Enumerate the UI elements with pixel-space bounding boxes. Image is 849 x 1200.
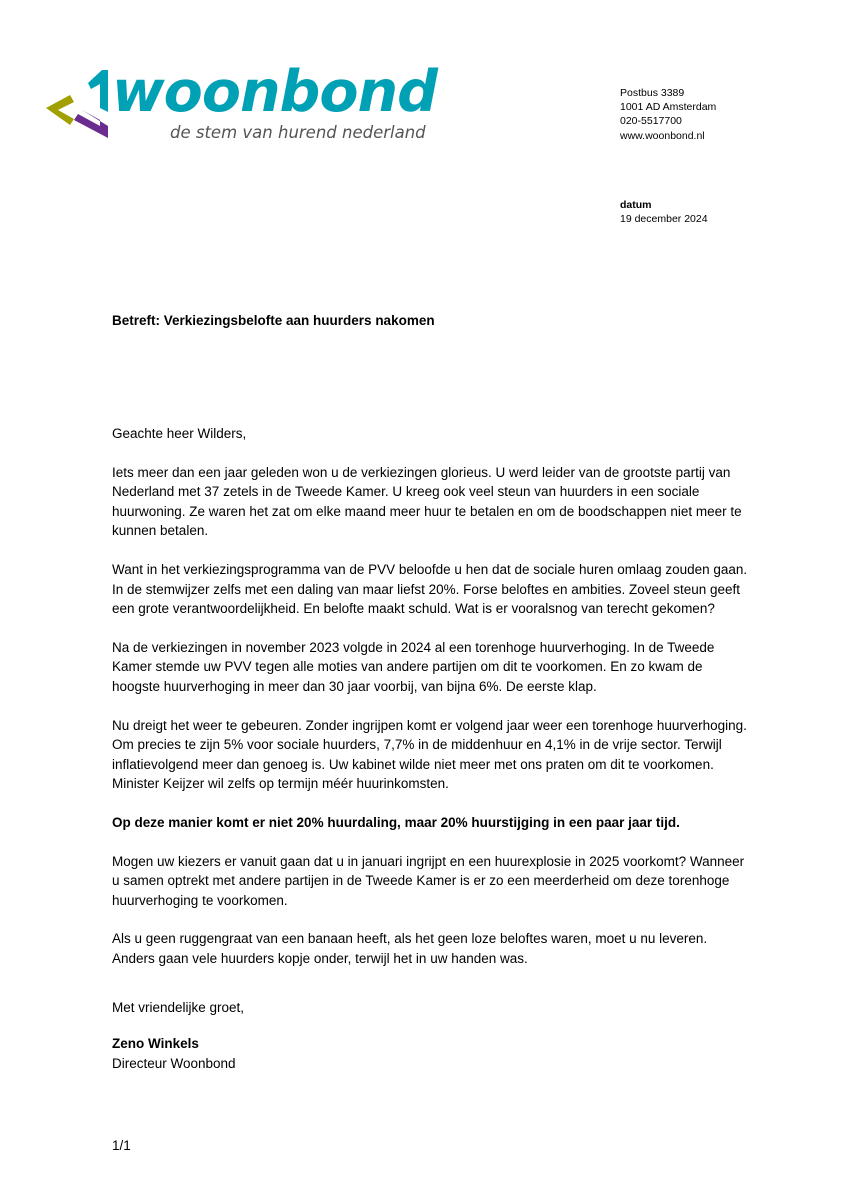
woonbond-logo — [44, 59, 437, 146]
paragraph-3: Na de verkiezingen in november 2023 volgde in 2024 al een torenhoge huurverhoging. In de Tweede Kamer stemde uw PVV tegen alle moties van andere partijen om dit te voorkomen. En zo kwam de hoogste huurverhoging in meer dan 30 jaar voorbij, van bijna 6%. De eerste klap. — [112, 639, 715, 694]
salutation: Geachte heer Wilders, — [112, 426, 247, 441]
letter-subject: Betreft: Verkiezingsbelofte aan huurders nakomen — [112, 313, 435, 328]
address-pobox: Postbus 3389 — [620, 87, 685, 99]
signatory-name: Zeno Winkels — [112, 1036, 199, 1052]
paragraph-6: Mogen uw kiezers er vanuit gaan dat u in januari ingrijpt en een huurexplosie in 2025 voorkomt? Wanneer u samen optrekt met andere partijen in de Tweede Kamer is er zo een meerderheid om deze torenhoge huurverhoging te voorkomen. — [112, 853, 745, 908]
paragraph-1: Iets meer dan een jaar geleden won u de verkiezingen glorieus. U werd leider van de grootste partij van Nederland met 37 zetels in de Tweede Kamer. U kreeg ook veel steun van huurders in een sociale huurwoning. Ze waren het zat om elke maand meer huur te betalen en om de boodschappen niet meer te kunnen betalen. — [112, 464, 742, 539]
address-phone: 020-5517700 — [620, 115, 682, 128]
address-website: www.woonbond.nl — [620, 129, 705, 142]
letter-body — [112, 424, 752, 1073]
date-block — [620, 198, 708, 226]
brand-name: woonbond — [112, 59, 437, 125]
paragraph-7: Als u geen ruggengraat van een banaan heeft, als het geen loze beloftes waren, moet u nu leveren. Anders gaan vele huurders kopje onder, terwijl het in uw handen was. — [112, 931, 708, 966]
closing: Met vriendelijke groet, — [112, 1000, 245, 1016]
paragraph-4: Nu dreigt het weer te gebeuren. Zonder ingrijpen komt er volgend jaar weer een torenhoge huurverhoging. Om precies te zijn 5% voor sociale huurders, 7,7% in de middenhuur en 4,1% in de vrije sector. Terwijl inflatievolgend meer dan genoeg is. Uw kabinet wilde niet meer met ons praten om dit te voorkomen. Minister Keijzer wil zelfs op termijn méér huurinkomsten. — [112, 717, 747, 792]
paragraph-2: Want in het verkiezingsprogramma van de PVV beloofde u hen dat de sociale huren omlaag zouden gaan. In de stemwijzer zelfs met een daling van maar liefst 20%. Forse beloftes en ambities. Zoveel steun geeft een grote verantwoordelijkheid. En belofte maakt schuld. Wat is er vooralsnog van terecht gekomen? — [112, 561, 748, 617]
signatory-title: Directeur Woonbond — [112, 1055, 236, 1071]
paragraph-5-emphasis: Op deze manier komt er niet 20% huurdaling, maar 20% huurstijging in een paar jaar tijd. — [112, 814, 680, 830]
date-value: 19 december 2024 — [620, 213, 708, 226]
woonbond-logo-mark-icon — [44, 68, 114, 140]
sender-address — [620, 86, 716, 143]
date-label: datum — [620, 199, 652, 211]
brand-tagline: de stem van hurend nederland — [170, 123, 426, 142]
address-city: 1001 AD Amsterdam — [620, 101, 717, 114]
page-number: 1/1 — [112, 1138, 131, 1153]
